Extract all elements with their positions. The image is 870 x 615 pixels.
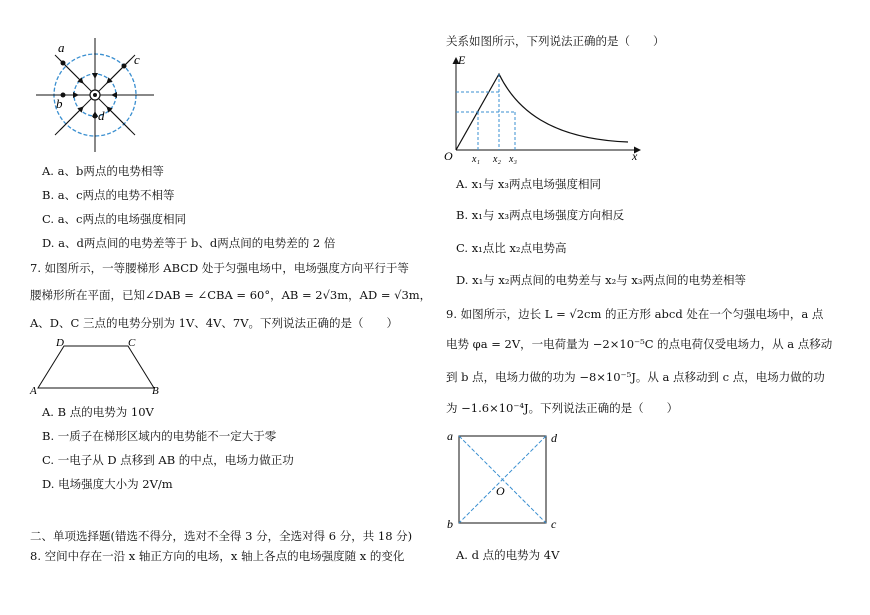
tick-x3: x₃ [509, 154, 517, 165]
charge-field-figure [28, 36, 158, 156]
trapezoid-figure [28, 336, 168, 398]
q8-continued: 关系如图所示，下列说法正确的是（ ） [446, 34, 665, 48]
q6-option-d: D. a、d两点间的电势差等于 b、d两点间的电势差的 2 倍 [42, 236, 336, 250]
q9-option-a: A. d 点的电势为 4V [456, 548, 560, 562]
square-label-b: b [447, 517, 453, 531]
q7-option-a: A. B 点的电势为 10V [42, 405, 154, 419]
label-A: A [30, 385, 37, 397]
q7-line-3: A、D、C 三点的电势分别为 1V、4V、7V。下列说法正确的是（ ） [30, 316, 398, 330]
q6-option-b: B. a、c两点的电势不相等 [42, 188, 175, 202]
q9-line-1: 9. 如图所示，边长 L = √2cm 的正方形 abcd 处在一个匀强电场中，a 点 [446, 307, 824, 321]
section-2-heading: 二、单项选择题(错选不得分，选对不全得 3 分，全选对得 6 分，共 18 分) [30, 529, 413, 543]
q8-option-a: A. x₁与 x₃两点电场强度相同 [456, 177, 601, 191]
q8-line-1: 8. 空间中存在一沿 x 轴正方向的电场，x 轴上各点的电场强度随 x 的变化 [30, 549, 405, 563]
q7-line-1: 7. 如图所示，一等腰梯形 ABCD 处于匀强电场中，电场强度方向平行于等 [30, 261, 409, 275]
q8-option-b: B. x₁与 x₃两点电场强度方向相反 [456, 208, 625, 222]
origin-label: O [444, 149, 453, 163]
square-label-O: O [496, 484, 505, 498]
axis-label-x: x [632, 149, 638, 163]
q8-option-d: D. x₁与 x₂两点间的电势差与 x₂与 x₃两点间的电势差相等 [456, 273, 746, 287]
square-label-a: a [447, 429, 453, 443]
label-d: d [98, 108, 105, 123]
label-B: B [152, 385, 159, 397]
label-a: a [58, 40, 65, 55]
label-c: c [134, 52, 140, 67]
q8-option-c: C. x₁点比 x₂点电势高 [456, 241, 567, 255]
q9-line-3: 到 b 点，电场力做的功为 −8×10⁻⁵J。从 a 点移动到 c 点，电场力做的功 [446, 370, 825, 384]
label-b: b [56, 96, 63, 111]
q7-line-2: 腰梯形所在平面，已知∠DAB = ∠CBA = 60°，AB = 2√3m，AD = √3m， [30, 288, 432, 302]
q7-option-d: D. 电场强度大小为 2V/m [42, 477, 173, 491]
q7-option-b: B. 一质子在梯形区域内的电势能不一定大于零 [42, 429, 277, 443]
square-label-d: d [551, 431, 557, 445]
e-x-graph [440, 54, 646, 166]
q7-option-c: C. 一电子从 D 点移到 AB 的中点，电场力做正功 [42, 453, 294, 467]
square-abcd-figure [444, 428, 564, 534]
q6-option-c: C. a、c两点的电场强度相同 [42, 212, 186, 226]
axis-label-E: E [458, 54, 466, 67]
tick-x1: x₁ [472, 154, 480, 165]
label-D: D [56, 337, 64, 349]
tick-x2: x₂ [493, 154, 501, 165]
label-C: C [128, 337, 136, 349]
q6-option-a: A. a、b两点的电势相等 [42, 164, 164, 178]
square-label-c: c [551, 517, 557, 531]
q9-line-4: 为 −1.6×10⁻⁴J。下列说法正确的是（ ） [446, 401, 679, 415]
q9-line-2: 电势 φa = 2V，一电荷量为 −2×10⁻⁵C 的点电荷仅受电场力，从 a 点移动 [446, 337, 833, 351]
